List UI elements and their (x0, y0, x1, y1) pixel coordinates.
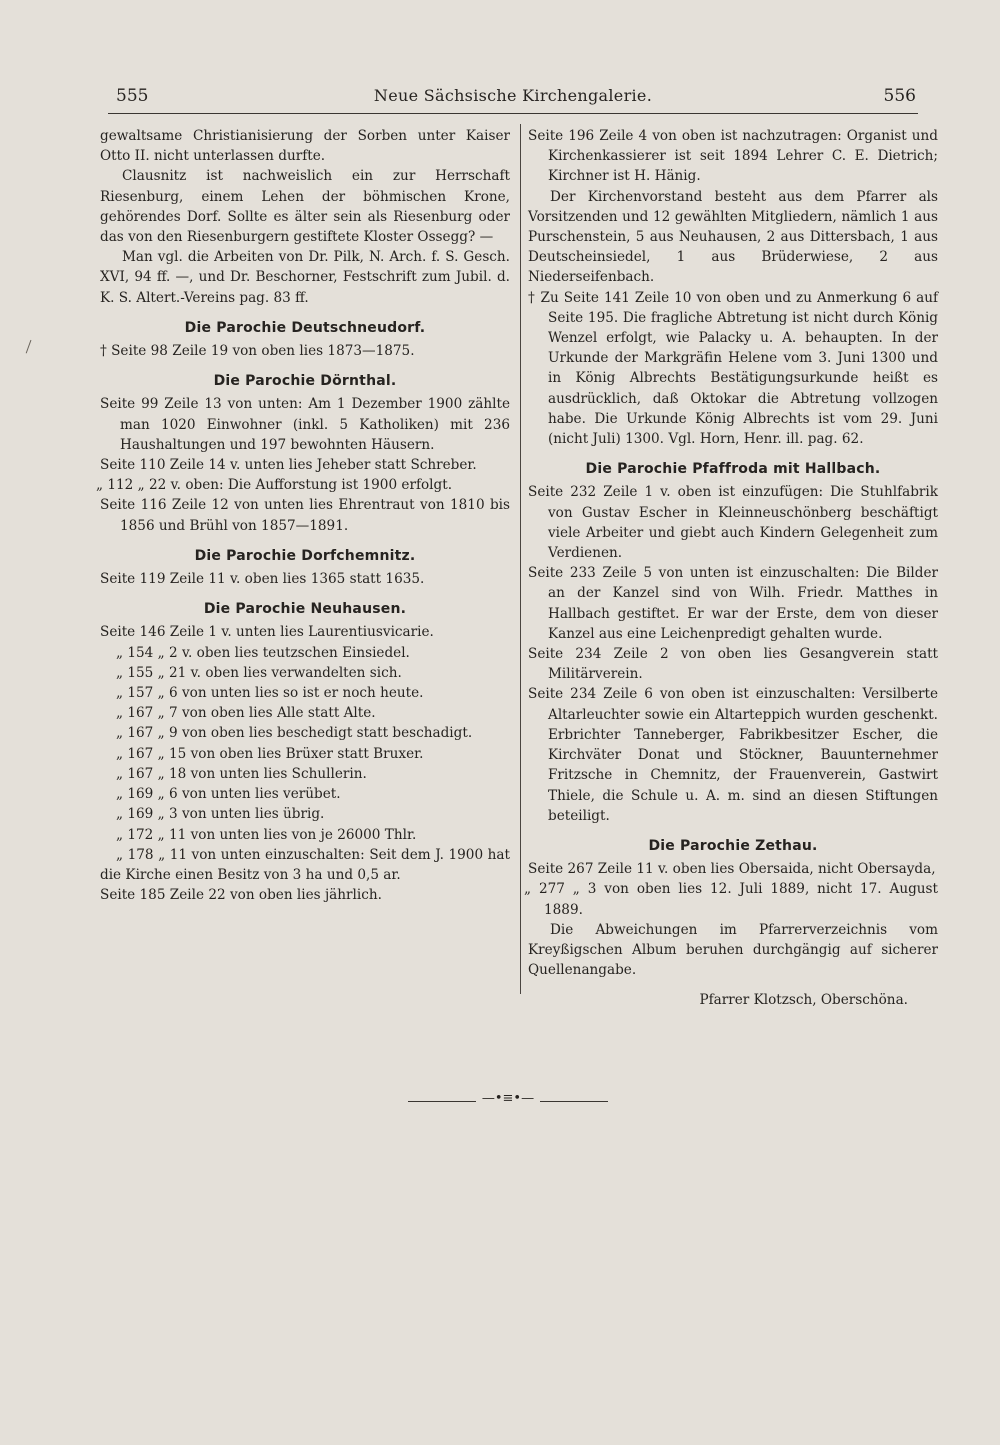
correction-entry: Seite 99 Zeile 13 von unten: Am 1 Dezember 1900 zählte man 1020 Einwohner (inkl. 5 Katholiken) mit 236 Haushaltungen und 197 bewohnten Häusern. (100, 396, 510, 453)
section-heading-dorfchemnitz: Die Parochie Dorfchemnitz. (194, 547, 416, 564)
correction-entry: Seite 110 Zeile 14 v. unten lies Jeheber statt Schreber. (100, 457, 477, 474)
correction-entry: „ 167 „ 9 von oben lies beschedigt statt beschadigt. (116, 725, 473, 742)
correction-entry: „ 169 „ 6 von unten lies verübet. (116, 786, 341, 803)
ornament-line-right (540, 1101, 608, 1102)
closing-paragraph: Die Abweichungen im Pfarrerverzeichnis vom Kreyßigschen Album beruhen durchgängig auf sicherer Quellenangabe. (528, 921, 938, 979)
ornament-flourish-icon: —•≡•— (481, 1091, 535, 1106)
correction-entry: „ 167 „ 7 von oben lies Alle statt Alte. (116, 705, 376, 722)
margin-mark (26, 340, 34, 354)
section-heading-neuhausen: Die Parochie Neuhausen. (203, 601, 407, 618)
correction-entry: Seite 267 Zeile 11 v. oben lies Obersaida, nicht Obersayda, (528, 861, 936, 878)
correction-entry: „ 157 „ 6 von unten lies so ist er noch heute. (116, 685, 424, 702)
end-ornament (408, 1091, 608, 1108)
paragraph: † Zu Seite 141 Zeile 10 von oben und zu Anmerkung 6 auf Seite 195. Die fragliche Abtretung ist nicht durch König Wenzel erfolgt, wie Palacky u. A. behaupten. In der Urkunde der Markgräfin Helene vom 3. Juni 1300 und in König Albrechts Bestätigungsurkunde heißt es ausdrücklich, daß Oktokar die Abtretung vollzogen habe. Die Urkunde König Albrechts ist vom 29. Juni (nicht Juli) 1300. Vgl. Horn, Henr. ill. pag. 62. (528, 289, 938, 448)
correction-entry: „ 155 „ 21 v. oben lies verwandelten sich. (116, 664, 402, 681)
signature: Pfarrer Klotzsch, Oberschöna. (699, 992, 908, 1009)
correction-entry: Seite 185 Zeile 22 von oben lies jährlich. (100, 887, 382, 904)
correction-entry: „ 167 „ 15 von oben lies Brüxer statt Bruxer. (116, 745, 424, 762)
correction-entry: „ 169 „ 3 von unten lies übrig. (116, 806, 325, 823)
paragraph: Seite 196 Zeile 4 von oben ist nachzutragen: Organist und Kirchenkassierer ist seit 1894 Lehrer C. E. Dietrich; Kirchner ist H. Hänig. (528, 128, 938, 185)
paragraph: Clausnitz ist nachweislich ein zur Herrschaft Riesenburg, einem Lehen der böhmischen Krone, gehörendes Dorf. Sollte es älter sein als Riesenburg oder das von den Riesenburgern gestiftete Kloster Ossegg? — (100, 168, 510, 246)
correction-entry: „ 112 „ 22 v. oben: Die Aufforstung ist 1900 erfolgt. (96, 477, 453, 494)
running-title: Neue Sächsische Kirchengalerie. (373, 86, 653, 105)
section-heading-zethau: Die Parochie Zethau. (648, 837, 818, 854)
paragraph: Man vgl. die Arbeiten von Dr. Pilk, N. Arch. f. S. Gesch. XVI, 94 ff. —, und Dr. Beschorner, Festschrift zum Jubil. d. K. S. Altert.-Vereins pag. 83 ff. (100, 249, 510, 306)
correction-entry: Seite 233 Zeile 5 von unten ist einzuschalten: Die Bilder an der Kanzel sind von Wilh. Friedr. Matthes in Hallbach gestiftet. Er war der Erste, dem von dieser Kanzel aus eine Leichenpredigt gehalten wurde. (528, 565, 938, 642)
paragraph: gewaltsame Christianisierung der Sorben unter Kaiser Otto II. nicht unterlassen durfte. (100, 128, 510, 165)
page-header (110, 84, 916, 112)
section-heading-deutschneudorf: Die Parochie Deutschneudorf. (184, 319, 426, 336)
right-column (524, 126, 938, 1011)
left-column (96, 126, 510, 905)
correction-entry: „ 167 „ 18 von unten lies Schullerin. (116, 765, 367, 782)
correction-entry: „ 277 „ 3 von oben lies 12. Juli 1889, nicht 17. August 1889. (524, 881, 938, 918)
section-heading-doernthal: Die Parochie Dörnthal. (213, 373, 397, 390)
page-number-left: 555 (116, 86, 149, 106)
correction-entry: Seite 119 Zeile 11 v. oben lies 1365 statt 1635. (100, 571, 425, 588)
page-number-right: 556 (883, 86, 916, 106)
correction-entry: Seite 146 Zeile 1 v. unten lies Laurentiusvicarie. (100, 624, 434, 641)
correction-entry: Seite 234 Zeile 2 von oben lies Gesangverein statt Militärverein. (528, 646, 938, 683)
correction-entry: Seite 234 Zeile 6 von oben ist einzuschalten: Versilberte Altarleuchter sowie ein Altarteppich wurden geschenkt. Erbrichter Tanneberger, Fabrikbesitzer Escher, die Kirchväter Donat und Stöckner, Bauunternehmer Fritzsche in Chemnitz, der Frauenverein, Gastwirt Thiele, die Schule u. A. m. sind an diesen Stiftungen beteiligt. (528, 686, 938, 824)
correction-entry: Seite 232 Zeile 1 v. oben ist einzufügen: Die Stuhlfabrik von Gustav Escher in Kleinneuschönberg beschäftigt viele Arbeiter und giebt auch Kindern Gelegenheit zum Verdienen. (528, 484, 938, 562)
correction-entry: Seite 116 Zeile 12 von unten lies Ehrentraut von 1810 bis 1856 und Brühl von 1857—1891. (100, 497, 510, 534)
paragraph: Der Kirchenvorstand besteht aus dem Pfarrer als Vorsitzenden und 12 gewählten Mitgliedern, nämlich 1 aus Purschenstein, 5 aus Neuhausen, 2 aus Dittersbach, 1 aus Deutscheinsiedel, 1 aus Brüderwiese, 2 aus Niederseifenbach. (528, 188, 938, 286)
correction-entry: † Seite 98 Zeile 19 von oben lies 1873—1875. (100, 343, 415, 360)
column-divider (520, 124, 521, 994)
header-rule (108, 113, 918, 114)
correction-entry: „ 172 „ 11 von unten lies von je 26000 Thlr. (116, 826, 417, 843)
correction-entry: „ 154 „ 2 v. oben lies teutzschen Einsiedel. (116, 644, 410, 661)
ornament-line-left (408, 1101, 476, 1102)
section-heading-pfaffroda: Die Parochie Pfaffroda mit Hallbach. (585, 461, 881, 478)
correction-entry: „ 178 „ 11 von unten einzuschalten: Seit dem J. 1900 hat die Kirche einen Besitz von 3 ha und 0,5 ar. (100, 846, 510, 883)
